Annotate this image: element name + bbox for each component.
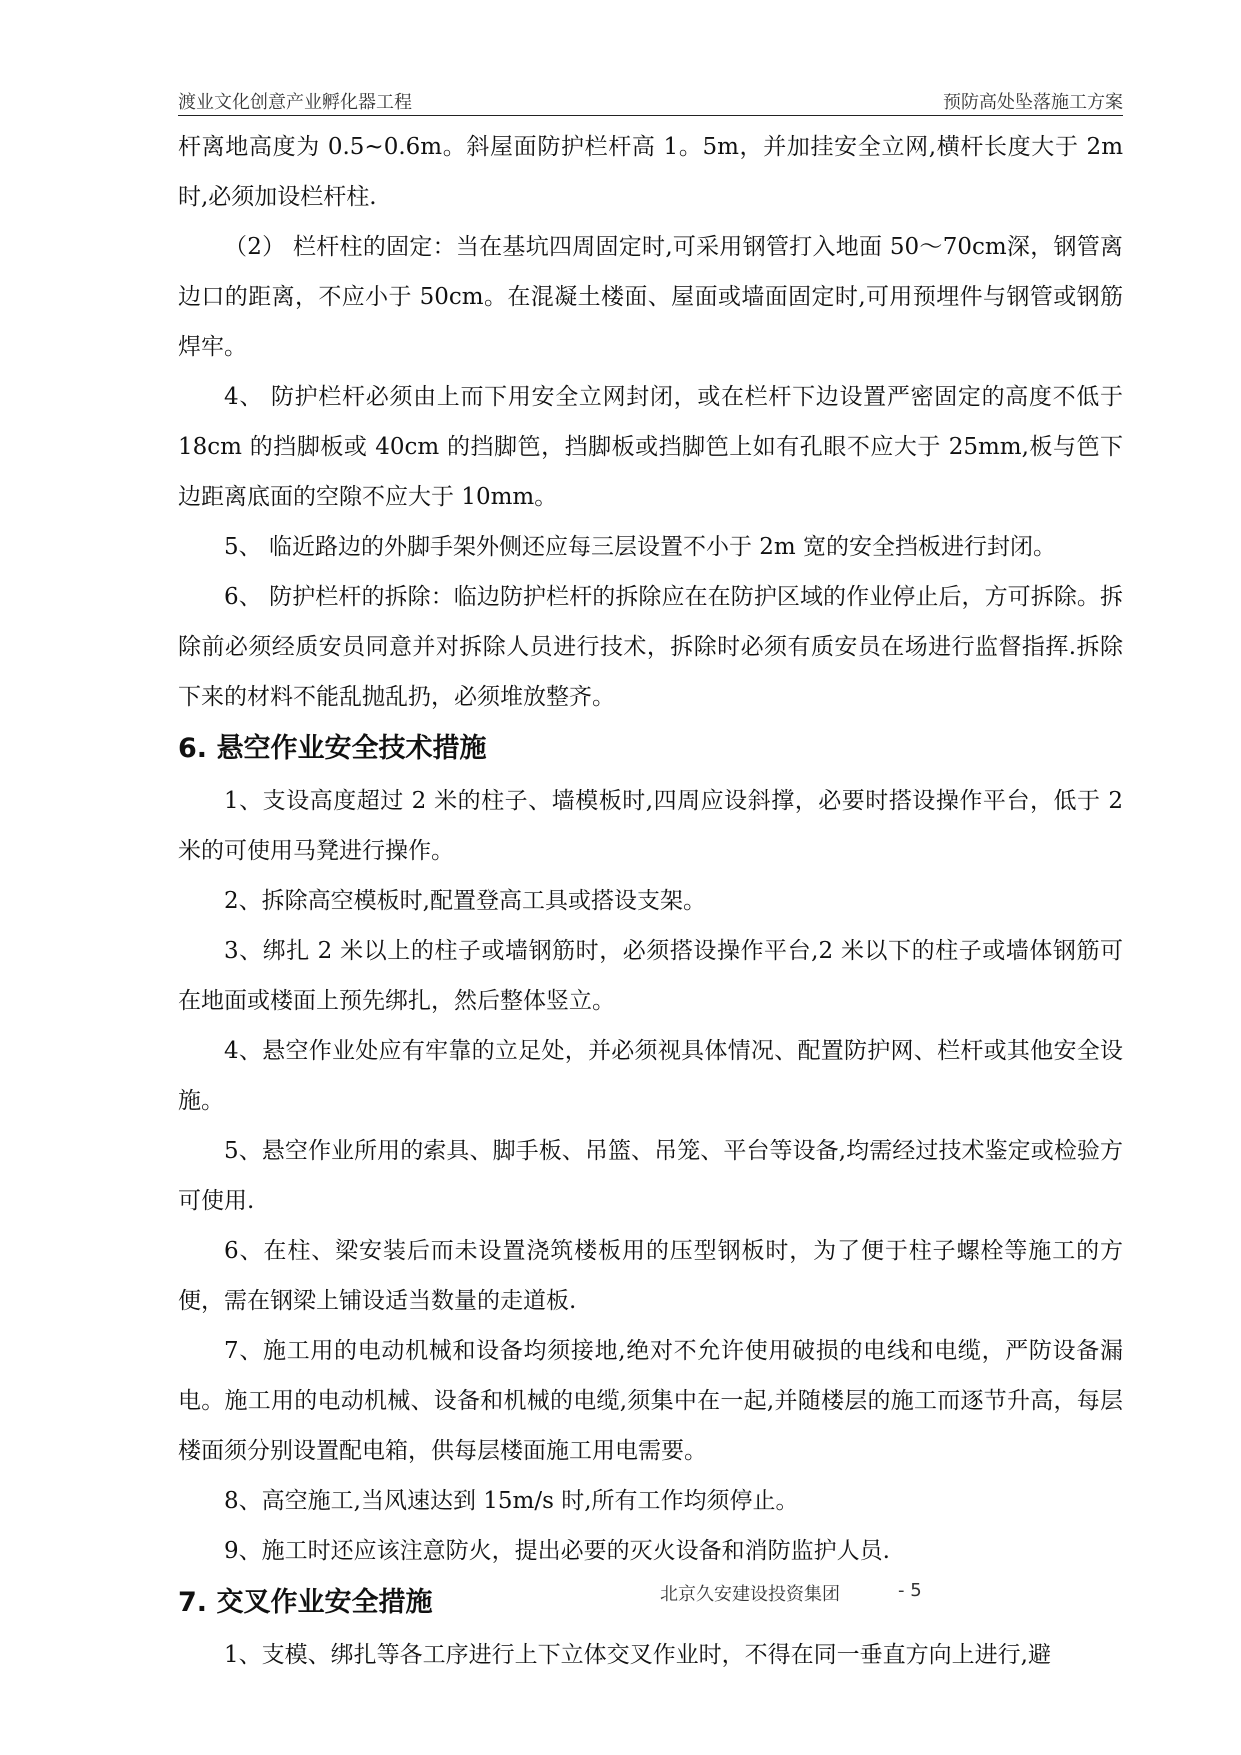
footer-company-name: 北京久安建设投资集团 [660,1584,840,1605]
section-heading: 6. 悬空作业安全技术措施 [178,733,487,764]
paragraph: 2、拆除高空模板时,配置登高工具或搭设支架。 [224,888,706,914]
paragraph: 3、绑扎 2 米以上的柱子或墙钢筋时，必须搭设操作平台,2 米以下的柱子或墙体钢筋可在地面或楼面上预先绑扎，然后整体竖立。 [178,938,1123,1014]
paragraph: 6、在柱、梁安装后而未设置浇筑楼板用的压型钢板时，为了便于柱子螺栓等施工的方便，需在钢梁上铺设适当数量的走道板. [178,1238,1123,1314]
paragraph: 1、支设高度超过 2 米的柱子、墙模板时,四周应设斜撑，必要时搭设操作平台，低于 2 米的可使用马凳进行操作。 [178,788,1123,864]
paragraph: 5、悬空作业所用的索具、脚手板、吊篮、吊笼、平台等设备,均需经过技术鉴定或检验方可使用. [178,1138,1123,1214]
paragraph: 1、支模、绑扎等各工序进行上下立体交叉作业时，不得在同一垂直方向上进行,避 [224,1642,1051,1668]
paragraph: 4、 防护栏杆必须由上而下用安全立网封闭，或在栏杆下边设置严密固定的高度不低于 18cm 的挡脚板或 40cm 的挡脚笆，挡脚板或挡脚笆上如有孔眼不应大于 25mm,板与笆下边距离底面的空隙不应大于 10mm。 [178,384,1123,510]
header-project-name: 渡业文化创意产业孵化器工程 [178,92,412,113]
paragraph: 8、高空施工,当风速达到 15m/s 时,所有工作均须停止。 [224,1488,799,1514]
page-header [178,85,1123,116]
header-document-title: 预防高处坠落施工方案 [943,92,1123,113]
document-body [178,122,1123,1680]
paragraph: 9、施工时还应该注意防火，提出必要的灭火设备和消防监护人员. [224,1538,890,1564]
paragraph: （2） 栏杆柱的固定：当在基坑四周固定时,可采用钢管打入地面 50～70cm深，钢管离边口的距离，不应小于 50cm。在混凝土楼面、屋面或墙面固定时,可用预埋件与钢管或钢筋焊牢。 [178,234,1123,360]
paragraph: 5、 临近路边的外脚手架外侧还应每三层设置不小于 2m 宽的安全挡板进行封闭。 [224,534,1057,560]
page-number: - 5 [898,1580,922,1601]
section-heading: 7. 交叉作业安全措施 [178,1587,433,1618]
paragraph: 6、 防护栏杆的拆除：临边防护栏杆的拆除应在在防护区域的作业停止后，方可拆除。拆除前必须经质安员同意并对拆除人员进行技术，拆除时必须有质安员在场进行监督指挥.拆除下来的材料不能乱抛乱扔，必须堆放整齐。 [178,584,1123,710]
paragraph: 7、施工用的电动机械和设备均须接地,绝对不允许使用破损的电线和电缆，严防设备漏电。施工用的电动机械、设备和机械的电缆,须集中在一起,并随楼层的施工而逐节升高，每层楼面须分别设置配电箱，供每层楼面施工用电需要。 [178,1338,1123,1464]
paragraph: 4、悬空作业处应有牢靠的立足处，并必须视具体情况、配置防护网、栏杆或其他安全设施。 [178,1038,1123,1114]
paragraph: 杆离地高度为 0.5~0.6m。斜屋面防护栏杆高 1。5m，并加挂安全立网,横杆长度大于 2m时,必须加设栏杆柱. [178,134,1123,210]
